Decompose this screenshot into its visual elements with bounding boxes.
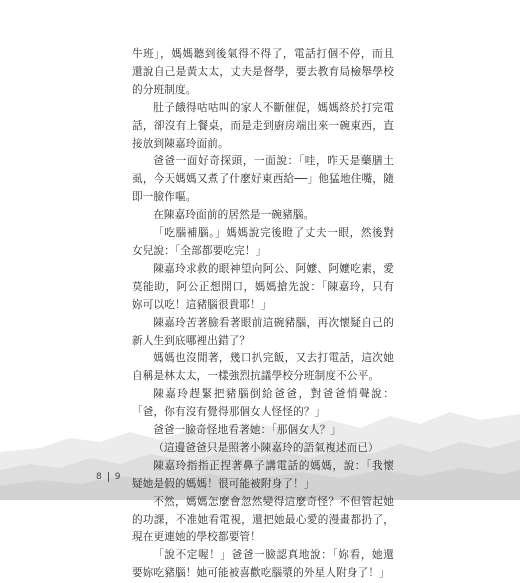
- paragraph: 陳嘉玲求救的眼神望向阿公、阿嬤、阿嬤吃素，愛莫能助，阿公正想開口，媽媽搶先說：「陳嘉玲，只有妳可以吃！這豬腦很貴耶！」: [132, 262, 394, 311]
- story-text: [132, 46, 394, 583]
- paragraph: 爸爸一臉奇怪地看著她：「那個女人？」: [153, 424, 342, 437]
- page-number-footer: [96, 472, 120, 482]
- paragraph: 陳嘉玲指指正捏著鼻子講電話的媽媽，說：「我懷疑她是假的媽媽！很可能被附身了！」: [132, 459, 394, 490]
- paragraph: 爸爸一面好奇探頭，一面說：「哇，昨天是藥膳土虱，今天媽媽又煮了什麼好東西給──」他猛地住嘴，隨即一臉作嘔。: [132, 155, 394, 204]
- paragraph: 媽媽也沒閒著，幾口扒完飯，又去打電話，這次她自稱是林太太，一樣強烈抗議學校分班制度不公平。: [132, 352, 394, 383]
- paragraph: 「說不定喔！」爸爸一臉認真地說：「妳看，她還要妳吃豬腦！她可能被喜歡吃腦漿的外星人附身了！」: [132, 549, 394, 580]
- page-number-left: 8: [96, 472, 102, 482]
- paragraph: 肚子餓得咕咕叫的家人不斷催促，媽媽終於打完電話，卻沒有上餐桌，而是走到廚房端出來一碗東西，直接放到陳嘉玲面前。: [132, 101, 394, 150]
- paragraph: （這邊爸爸只是照著小陳嘉玲的語氣複述而已）: [153, 441, 379, 454]
- paragraph: 陳嘉玲苦著臉看著眼前這碗豬腦，再次懷疑自己的新人生到底哪裡出錯了？: [132, 316, 394, 347]
- paragraph: 牛班」，媽媽聽到後氣得不得了，電話打個不停，而且還說自己是黃太太，丈夫是督學，要去教育局檢舉學校的分班制度。: [132, 48, 394, 96]
- paragraph: 陳嘉玲趕緊把豬腦倒給爸爸，對爸爸悄聲說：「爸，你有沒有覺得那個女人怪怪的？」: [132, 388, 394, 419]
- paragraph: 不然，媽媽怎麼會忽然變得這麼奇怪？不但管起她的功課，不准她看電視，還把她最心愛的漫畫都扔了，現在更連她的學校都要管！: [132, 495, 394, 544]
- paragraph: 「吃腦補腦。」媽媽說完後瞪了丈夫一眼，然後對女兒說：「全部都要吃完！」: [132, 227, 394, 257]
- paragraph: 在陳嘉玲面前的居然是一碗豬腦。: [153, 209, 315, 222]
- page-number-divider: [108, 472, 109, 482]
- page-number-right: 9: [114, 472, 121, 482]
